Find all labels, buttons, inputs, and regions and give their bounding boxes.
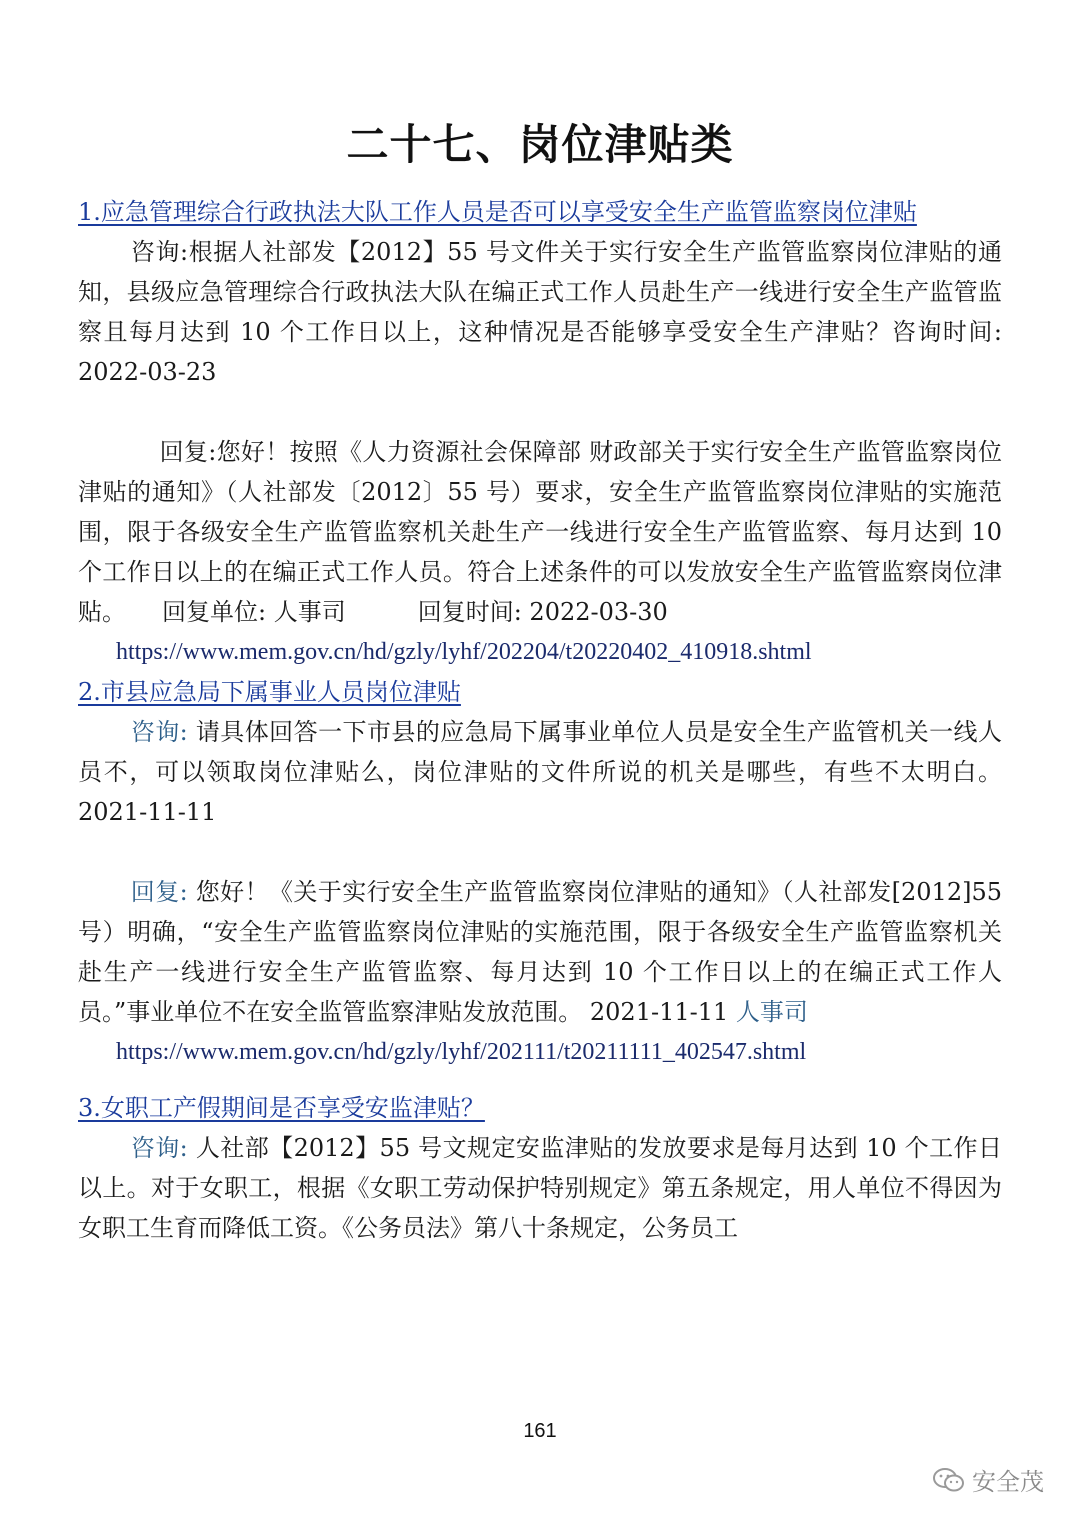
page-number: 161 (523, 1420, 557, 1442)
content-body (78, 192, 1002, 1248)
item-3-question: 人社部【2012】55 号文规定安监津贴的发放要求是每月达到 10 个工作日以上。对于女职工，根据《女职工劳动保护特别规定》第五条规定，用人单位不得因为女职工生育而降低工资。《公务员法》第八十条规定，公务员工 (78, 1134, 1002, 1242)
item-3-question-label: 咨询: (130, 1134, 188, 1162)
watermark-text: 安全茂 (972, 1468, 1044, 1496)
item-2-answer-label: 回复: (130, 878, 188, 906)
item-2-question: 请具体回答一下市县的应急局下属事业单位人员是安全生产监管机关一线人员不，可以领取岗位津贴么，岗位津贴的文件所说的机关是哪些，有些不太明白。 2021-11-11 (78, 718, 1002, 826)
item-2-answer: 您好！《关于实行安全生产监管监察岗位津贴的通知》（人社部发[2012]55 号）明确，“安全生产监管监察岗位津贴的实施范围，限于各级安全生产监管监察机关赴生产一线进行安全生产监管监察、每月达到 10 个工作日以上的在编正式工作人员。”事业单位不在安全监管监察津贴发放范围。 2021-11-11 (78, 878, 1002, 1026)
page-title: 二十七、岗位津贴类 (346, 120, 734, 169)
item-1-link[interactable]: https://www.mem.gov.cn/hd/gzly/lyhf/202204/t20220402_410918.shtml (116, 639, 812, 665)
item-2-answer-para (78, 872, 1002, 1032)
item-1-heading[interactable]: 1.应急管理综合行政执法大队工作人员是否可以享受安全生产监管监察岗位津贴 (78, 198, 917, 226)
item-2-answer-unit: 人事司 (735, 998, 808, 1026)
item-3-question-para (78, 1128, 1002, 1248)
watermark (932, 1462, 1044, 1497)
item-1-question: 咨询:根据人社部发【2012】55 号文件关于实行安全生产监管监察岗位津贴的通知，县级应急管理综合行政执法大队在编正式工作人员赴生产一线进行安全生产监管监察且每月达到 10 个工作日以上，这种情况是否能够享受安全生产津贴？咨询时间: 2022-03-23 (78, 238, 1002, 386)
item-2-link[interactable]: https://www.mem.gov.cn/hd/gzly/lyhf/202111/t20211111_402547.shtml (116, 1039, 807, 1065)
wechat-icon (932, 1466, 966, 1494)
item-2-question-label: 咨询: (130, 718, 188, 746)
item-2-question-para (78, 712, 1002, 832)
item-3-heading[interactable]: 3.女职工产假期间是否享受安监津贴？ (78, 1094, 485, 1122)
item-2-heading[interactable]: 2.市县应急局下属事业人员岗位津贴 (78, 678, 461, 706)
item-1-answer: 回复:您好！按照《人力资源社会保障部 财政部关于实行安全生产监管监察岗位津贴的通知》（人社部发〔2012〕55 号）要求，安全生产监管监察岗位津贴的实施范围，限于各级安全生产监管监察机关赴生产一线进行安全生产监管监察、每月达到 10 个工作日以上的在编正式工作人员。符合上述条件的可以发放安全生产监管监察岗位津贴。 回复单位: 人事司 回复时间: 2022-03-30 (78, 438, 1002, 626)
